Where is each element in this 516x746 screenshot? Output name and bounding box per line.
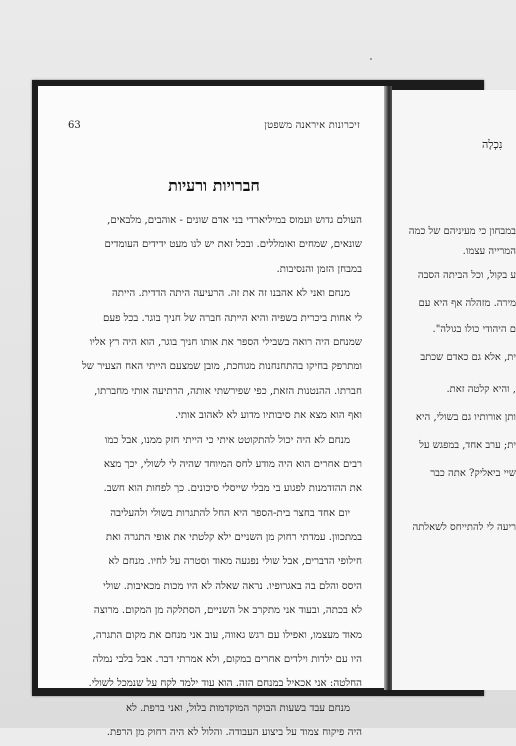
body-line: רבים אחרים הוא היה מודע לחס המיוחד שהיה לי לשולי, יכך מצא: [103, 458, 362, 470]
book-gutter: [384, 86, 392, 690]
body-line: במתכוון. עמדתי רחוק מן השניים ילא קלטתי את אופי התגרה ואת: [105, 532, 362, 544]
body-line: שמנחם היה רואה בשבילי הספר את אותו חניך בוגר, הוא היה רץ אליו: [89, 336, 362, 348]
right-page-text: [392, 90, 516, 690]
body-line: ומתרפק בחיקו בהתחנחנות מגוחכת, מובן שמצעם הייתי האח הצעיר של: [82, 361, 362, 373]
right-page-line: ע בקול, וכל הביתה הסבה: [417, 270, 516, 281]
running-head: זיכרונות איראנה משפטן: [264, 120, 360, 131]
body-line: לא בכתה, ובעוד אני מתקרב אל השניים, הסתלקה מן המקום. מרוצה: [93, 605, 362, 617]
body-line: היה פיקוח צמוד על ביצוע העבודה. והלול לא היה רחוק מן הרפת.: [106, 727, 362, 739]
right-page: [392, 90, 516, 690]
right-page-heading: נִכְלָה: [482, 138, 503, 151]
body-line: יום אחד בחצר בית-הספר היא החל להתגרות בשולי ולהעליבה: [110, 507, 350, 519]
body-line: היו עם ילדות וילדים אחרים במקום, ולא אמרתי דבר. אבל בלבי נמלה: [92, 654, 362, 666]
body-line: שונאים, שמחים ואומללים. ובכל זאת יש לנו מעט ידידים העומדים: [104, 239, 362, 251]
body-line: החלטה: אני אכאיל במנחם הזה. הוא עוד ילמד לקח על שנמכל לשולי.: [88, 678, 362, 690]
body-line: מאוד מעצמו, ואפילו עם רגש גאווה, עוב אני מנחם את מקום התגרה,: [92, 629, 362, 641]
body-line: מנחם לא היה יכול להתקוטט איתי כי הייתי חזק ממנו, אבל כמו: [104, 434, 350, 446]
body-line: מנחם עבד בשעות הבוקר המוקדמות בלול, ואני ברפת. לא: [125, 702, 350, 714]
body-line: את ההזדמנות לפגוע בי מבלי שייסלי סיכונים. כך לפחות הוא חשב.: [103, 483, 362, 495]
body-line: במבחן הזמן והנסיבות.: [276, 263, 362, 275]
right-page-line: שיי ביאליק? אתה כבר: [430, 468, 516, 479]
body-line: לי אחות ביכרית בשפיה והיא הייתה חברה של חניך בוגר. בכל פעם: [102, 312, 362, 324]
right-page-line: ריעה לי להתייחס לשאלתה: [412, 522, 516, 533]
right-page-line: ותן אורותיו גם בשולי, היא: [415, 412, 516, 423]
body-line: ואף הוא מצא את סיבותיו מדוע לא לאהוב אותי.: [174, 410, 362, 422]
right-page-line: המרייה עצמו.: [462, 246, 516, 257]
right-page-line: במבחון כי מעיניהם של כמה: [408, 226, 516, 237]
body-line: היסס והלם בה באגרופיו. נראה שאלה לא היו מכות מכאיבות. שולי: [103, 580, 362, 592]
right-page-line: , והיא קלטה זאת.: [446, 384, 516, 395]
right-page-line: מירה. מזהלה אף היא עם: [418, 298, 516, 309]
page-header: [68, 120, 360, 134]
right-page-line: ית; ערב אחד, במפגש על: [419, 440, 516, 451]
page-number: 63: [68, 120, 81, 131]
chapter-title: חברויות ורעיות: [168, 176, 260, 195]
body-text: [66, 209, 362, 746]
right-page-line: ם היהודי כולו בגולה".: [432, 324, 516, 335]
body-line: העולם גדוש ועמוס במיליארדי בני אדם שונים - אוהבים, מלבאים,: [107, 215, 362, 226]
body-line: מנחם ואני לא אהבנו זה את זה. הרעיעה היתה הדדית. הייתה: [111, 288, 350, 300]
body-line: חברתו. ההנטנות הזאת, כפי שפירשתי אותה, הרתיעה אותי מחברתו,: [94, 385, 362, 397]
right-page-line: ית, אלא גם כאדם שכתב: [420, 352, 516, 363]
scan-speck: [370, 58, 372, 60]
body-line: חילופי הדברים, אבל שולי נפגעה מאוד וסטרה על לחיו. מנחם לא: [108, 556, 362, 568]
